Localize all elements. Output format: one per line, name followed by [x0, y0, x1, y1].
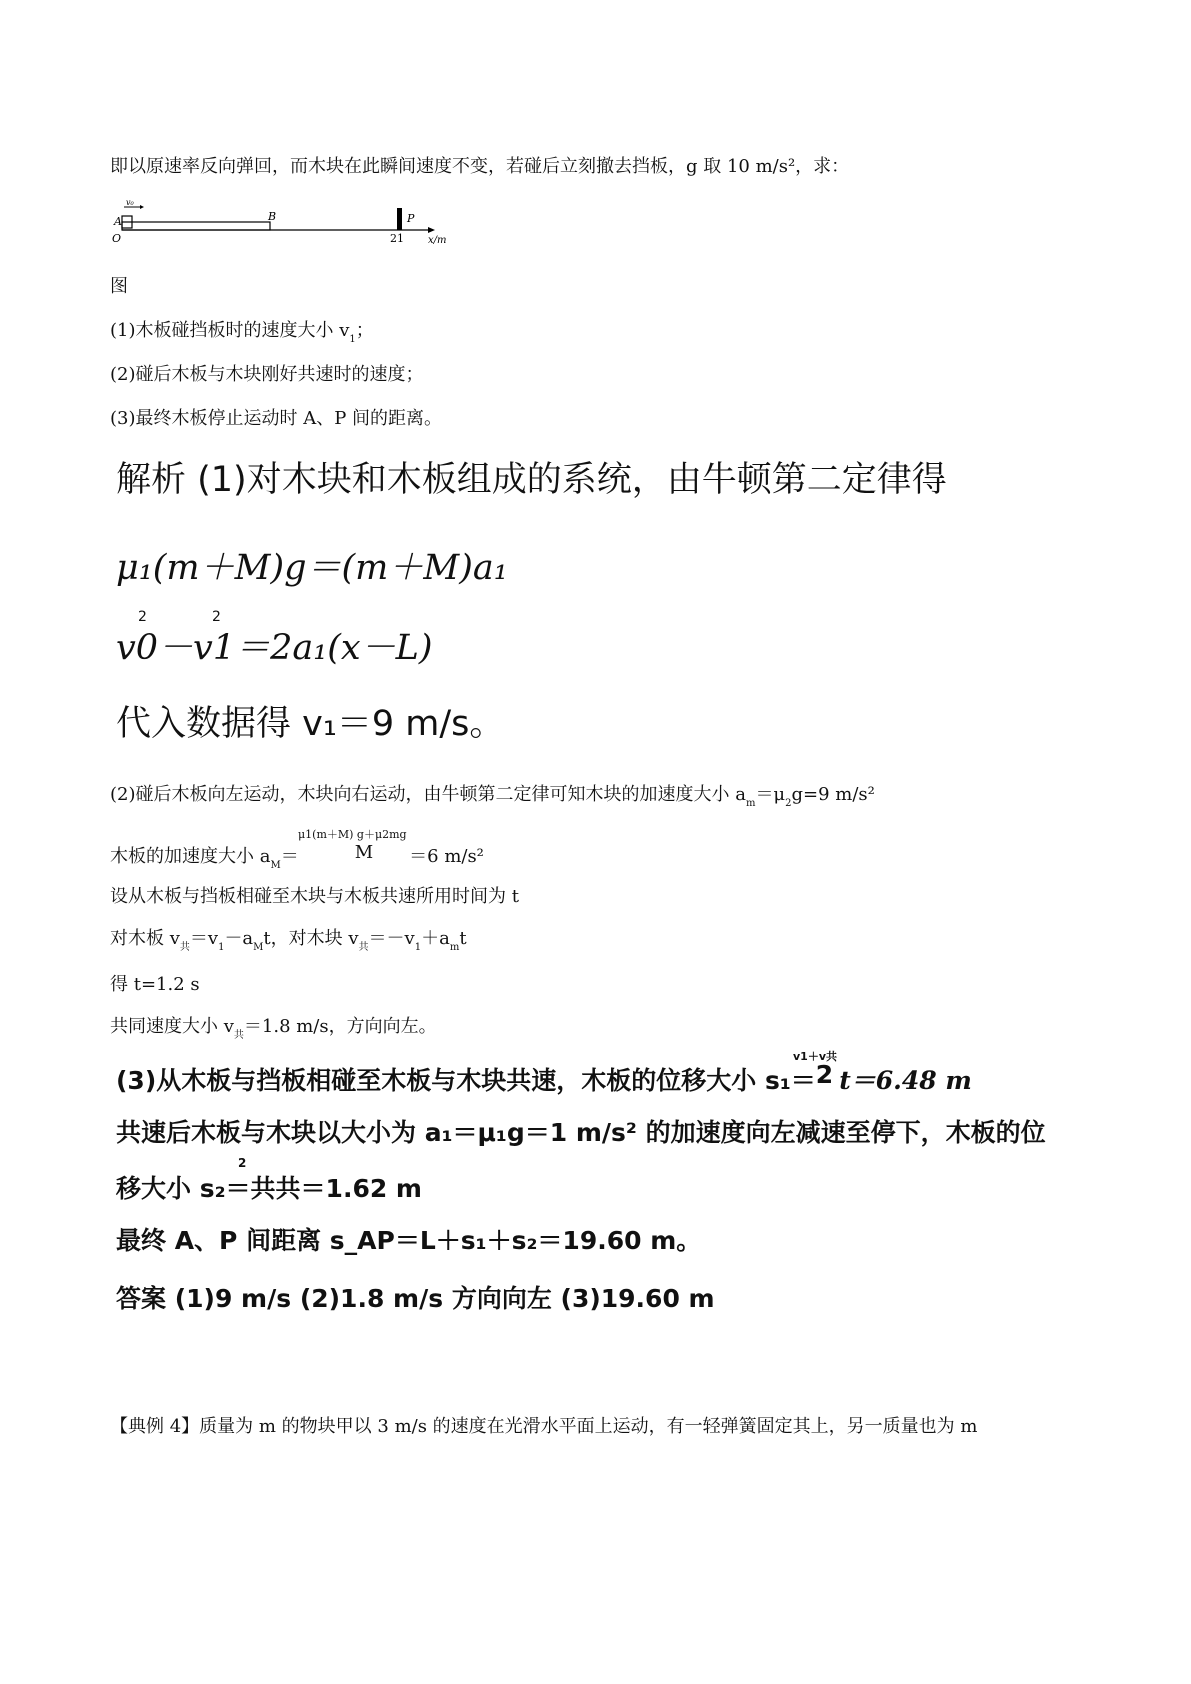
- eq2-sup-a: 2: [138, 609, 147, 625]
- s1-fraction-top: v1＋v共: [793, 1050, 837, 1063]
- label-a: A: [114, 215, 122, 228]
- tick-21: 21: [390, 232, 404, 245]
- intro-text: 即以原速率反向弹回，而木块在此瞬间速度不变，若碰后立刻撤去挡板，g 取 10 m/s²，求：: [110, 156, 850, 177]
- answer-line: 答案 (1)9 m/s (2)1.8 m/s 方向向左 (3)19.60 m: [116, 1284, 715, 1313]
- sol3-line-4: 最终 A、P 间距离 s_AP＝L＋s₁＋s₂＝19.60 m。: [116, 1226, 702, 1255]
- question-3: (3)最终木板停止运动时 A、P 间的距离。: [110, 408, 443, 429]
- eq2-sup-b: 2: [212, 609, 221, 625]
- sol2-line-3: 设从木板与挡板相碰至木块与木板共速所用时间为 t: [110, 886, 519, 907]
- equation-2: v0－v1＝2a₁(x－L): [116, 628, 433, 668]
- sol2-line-2: 木板的加速度大小 $a_M= M =6$ m/s²: [110, 842, 484, 871]
- board-diagram: [110, 200, 470, 260]
- sol3-line-2: 共速后木板与木块以大小为 a₁＝μ₁g＝1 m/s² 的加速度向左减速至停下，木板的位: [116, 1118, 1046, 1147]
- board: [122, 222, 270, 230]
- sol3-line-3: 移大小 s₂＝共共＝1.62 m: [116, 1174, 422, 1203]
- equation-1: μ₁(m＋M)g＝(m＋M)a₁: [116, 548, 508, 588]
- question-1: (1)木板碰挡板时的速度大小 $v_1$；: [110, 320, 374, 345]
- question-2: (2)碰后木板与木块刚好共速时的速度；: [110, 364, 424, 385]
- sol3-line-1: (3)从木板与挡板相碰至木板与木块共速，木板的位移大小 s₁＝2 t＝6.48 m: [116, 1060, 972, 1095]
- solution-heading: 解析 (1)对木块和木板组成的系统，由牛顿第二定律得: [116, 460, 947, 500]
- example-4: 【典例 4】质量为 m 的物块甲以 3 m/s 的速度在光滑水平面上运动，有一轻弹簧固定其上，另一质量也为 m: [110, 1416, 978, 1437]
- barrier-p: [397, 208, 402, 230]
- sol2-line-1: (2)碰后木板向左运动，木块向右运动，由牛顿第二定律可知木块的加速度大小 $a_m=\mu_2g=9$ m/s²: [110, 784, 875, 809]
- axis-label: x/m: [428, 235, 447, 246]
- label-o: O: [112, 232, 122, 245]
- result-1: 代入数据得 v₁＝9 m/s。: [116, 704, 505, 744]
- sol2-line-6: 共同速度大小 $v_共=1.8$ m/s，方向向左。: [110, 1016, 437, 1041]
- figure-caption: 图: [110, 276, 128, 297]
- label-p: P: [407, 212, 415, 225]
- v0-label: v₀: [126, 200, 134, 207]
- label-b: B: [268, 210, 277, 223]
- sol2-line-4: 对木板 $v_共=v_1-a_Mt$，对木块 $v_共=-v_1+a_mt$: [110, 928, 467, 953]
- fraction-numerator: μ1(m＋M) g＋μ2mg: [298, 828, 407, 841]
- s2-fraction-top: 2: [238, 1156, 247, 1170]
- sol2-line-5: 得 t=1.2 s: [110, 974, 200, 995]
